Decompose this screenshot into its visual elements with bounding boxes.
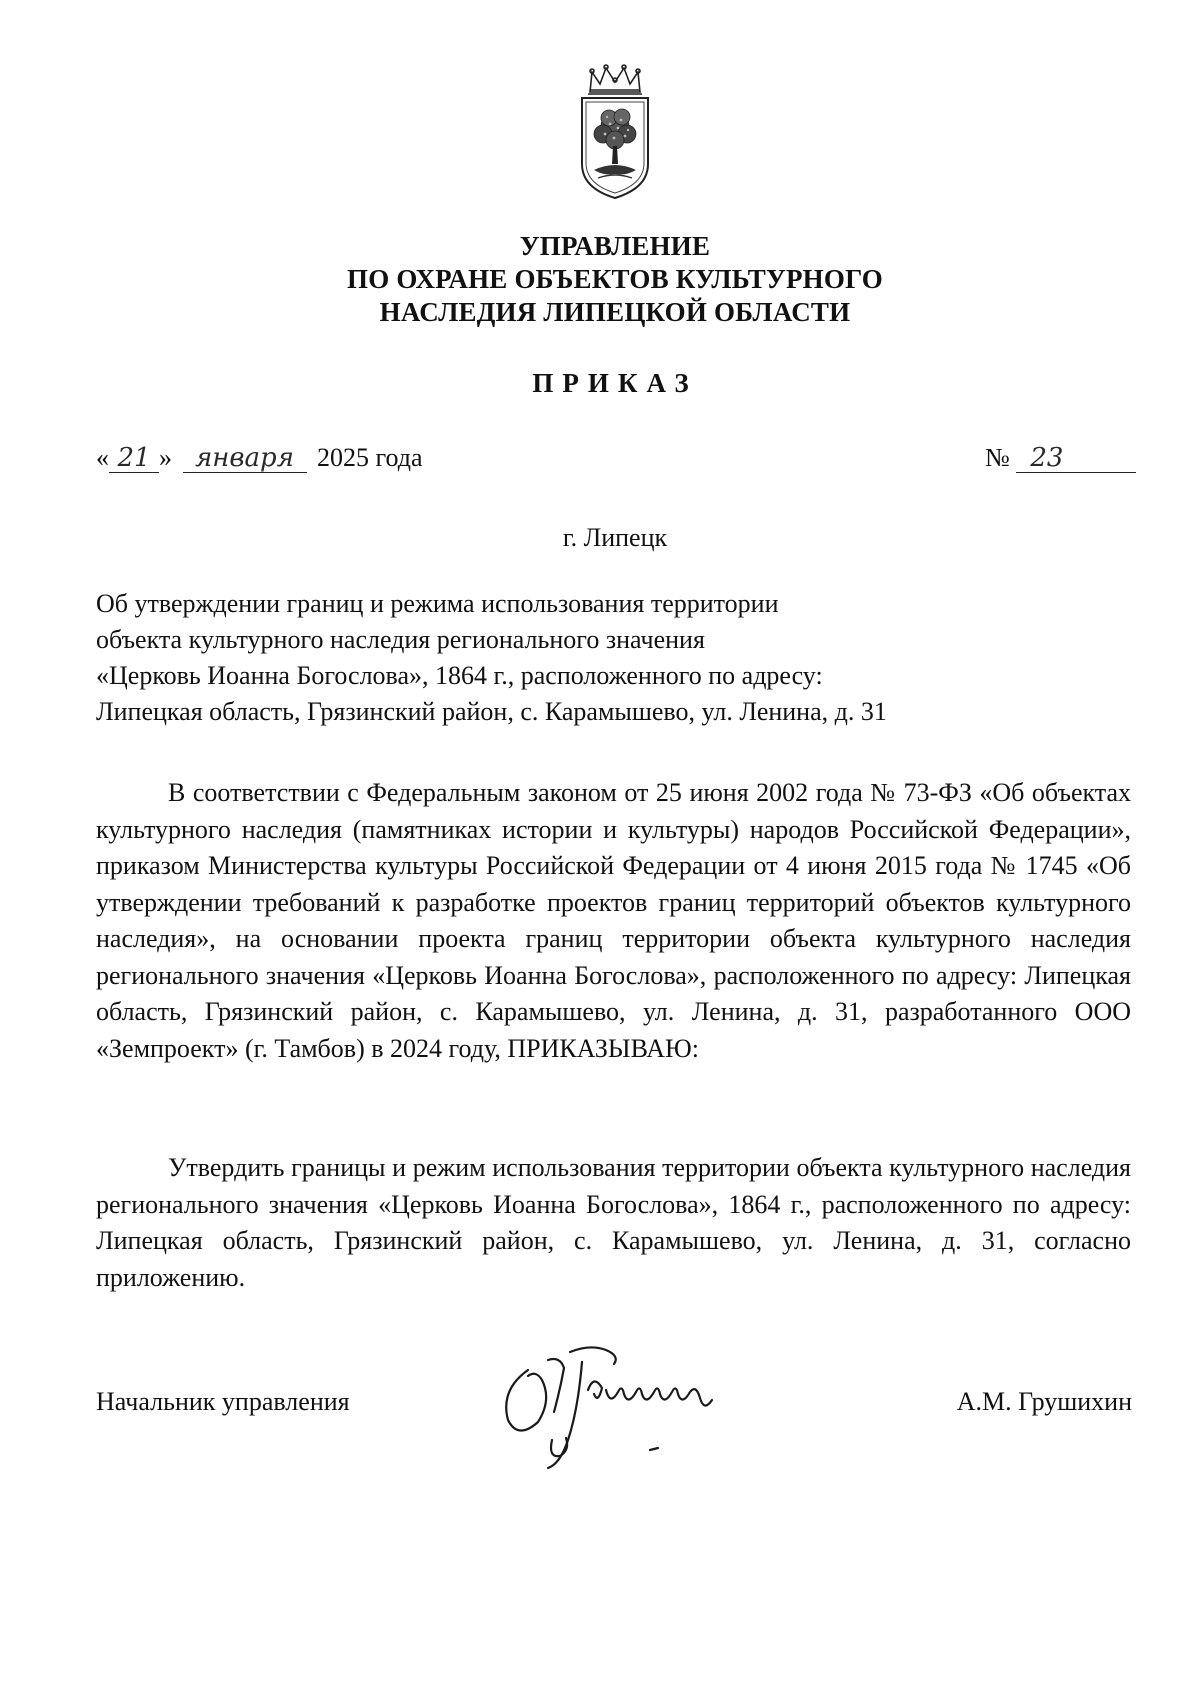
date-close-quote: » bbox=[159, 443, 172, 472]
organization-header bbox=[0, 230, 1200, 329]
date-month-handwritten: января bbox=[183, 444, 307, 473]
subject-line: Липецкая область, Грязинский район, с. Карамышево, ул. Ленина, д. 31 bbox=[96, 697, 887, 726]
date-year: 2025 года bbox=[317, 443, 423, 472]
body-paragraph-order: Утвердить границы и режим использования территории объекта культурного наследия регионального значения «Церковь Иоанна Богослова», 1864 г., расположенного по адресу: Липецкая область, Грязинский район, с. Карамышево, ул. Ленина, д. 31, согласно приложению. bbox=[96, 1153, 1131, 1292]
document-number bbox=[985, 443, 1136, 473]
coat-of-arms-icon bbox=[570, 64, 660, 204]
signatory-name: А.М. Грушихин bbox=[956, 1387, 1132, 1416]
number-label: № bbox=[985, 443, 1010, 472]
document-subject bbox=[96, 586, 996, 730]
number-value-handwritten: 23 bbox=[1016, 444, 1136, 473]
date-open-quote: « bbox=[96, 443, 109, 472]
org-name-line-1: УПРАВЛЕНИЕ bbox=[519, 231, 711, 261]
document-city: г. Липецк bbox=[562, 523, 668, 552]
date-day-handwritten: 21 bbox=[109, 444, 159, 473]
handwritten-signature bbox=[490, 1330, 770, 1480]
subject-line: «Церковь Иоанна Богослова», 1864 г., расположенного по адресу: bbox=[96, 661, 823, 690]
org-name-line-3: НАСЛЕДИЯ ЛИПЕЦКОЙ ОБЛАСТИ bbox=[379, 297, 851, 327]
subject-line: объекта культурного наследия регионального значения bbox=[96, 625, 705, 654]
document-type-title: ПРИКАЗ bbox=[532, 368, 698, 398]
document-date bbox=[96, 443, 423, 473]
subject-line: Об утверждении границ и режима использования территории bbox=[96, 589, 779, 618]
body-paragraph-preamble: В соответствии с Федеральным законом от 25 июня 2002 года № 73-ФЗ «Об объектах культурного наследия (памятниках истории и культуры) народов Российской Федерации», приказом Министерства культуры Российской Федерации от 4 июня 2015 года № 1745 «Об утверждении требований к разработке проектов границ территорий объектов культурного наследия», на основании проекта границ территории объекта культурного наследия регионального значения «Церковь Иоанна Богослова», расположенного по адресу: Липецкая область, Грязинский район, с. Карамышево, ул. Ленина, д. 31, разработанного ООО «Земпроект» (г. Тамбов) в 2024 году, ПРИКАЗЫВАЮ: bbox=[96, 778, 1131, 1063]
org-name-line-2: ПО ОХРАНЕ ОБЪЕКТОВ КУЛЬТУРНОГО bbox=[347, 264, 883, 294]
signatory-title: Начальник управления bbox=[96, 1387, 350, 1416]
